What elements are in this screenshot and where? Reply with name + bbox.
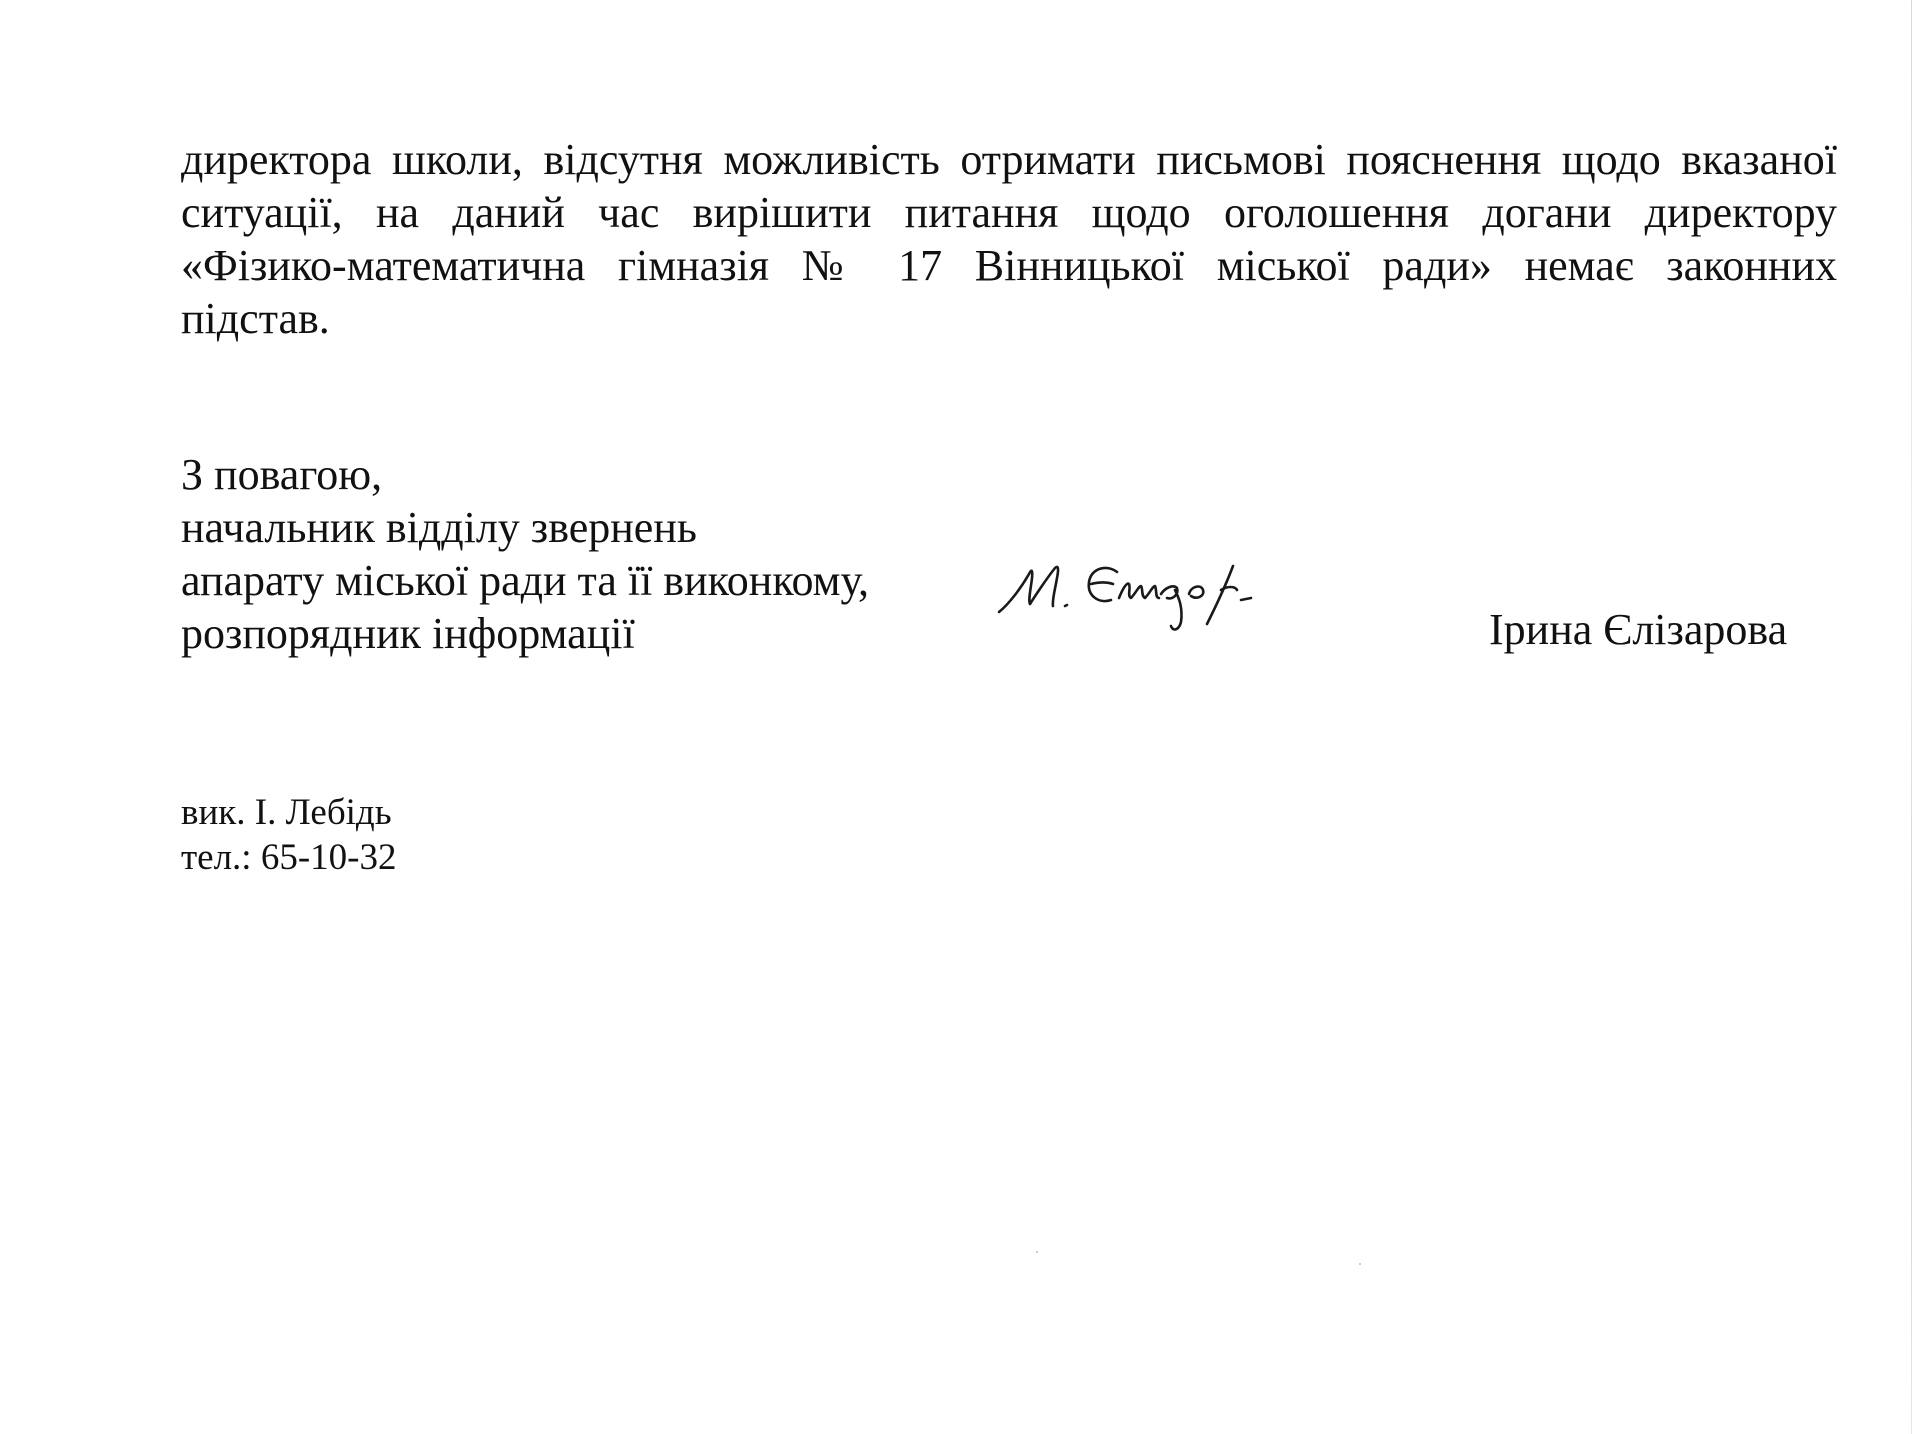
body-line-1: директора школи, відсутня можливість отримати письмові пояснення щодо вказаної bbox=[181, 135, 1837, 184]
salutation: З повагою, bbox=[181, 450, 383, 499]
body-line-2: ситуації, на даний час вирішити питання щодо оголошення догани директору bbox=[181, 188, 1837, 237]
body-line-4: підстав. bbox=[181, 294, 330, 343]
position-line-1: начальник відділу звернень bbox=[181, 503, 697, 552]
position-line-2: апарату міської ради та її виконкому, bbox=[181, 556, 870, 605]
body-line-3: «Фізико-математична гімназія № 17 Вінницької міської ради» немає законних bbox=[181, 241, 1837, 290]
scan-speck bbox=[1359, 1263, 1361, 1265]
signer-name: Ірина Єлізарова bbox=[1489, 605, 1788, 654]
executor-name: вик. І. Лебідь bbox=[181, 792, 392, 833]
scan-edge-shadow bbox=[1911, 0, 1912, 1434]
scan-speck bbox=[1036, 1251, 1038, 1253]
body-paragraph bbox=[181, 133, 1837, 345]
executor-block bbox=[181, 790, 396, 880]
position-line-3: розпорядник інформації bbox=[181, 609, 635, 658]
handwritten-signature bbox=[995, 538, 1355, 638]
executor-phone: тел.: 65-10-32 bbox=[181, 837, 397, 878]
closing-block bbox=[181, 448, 869, 660]
